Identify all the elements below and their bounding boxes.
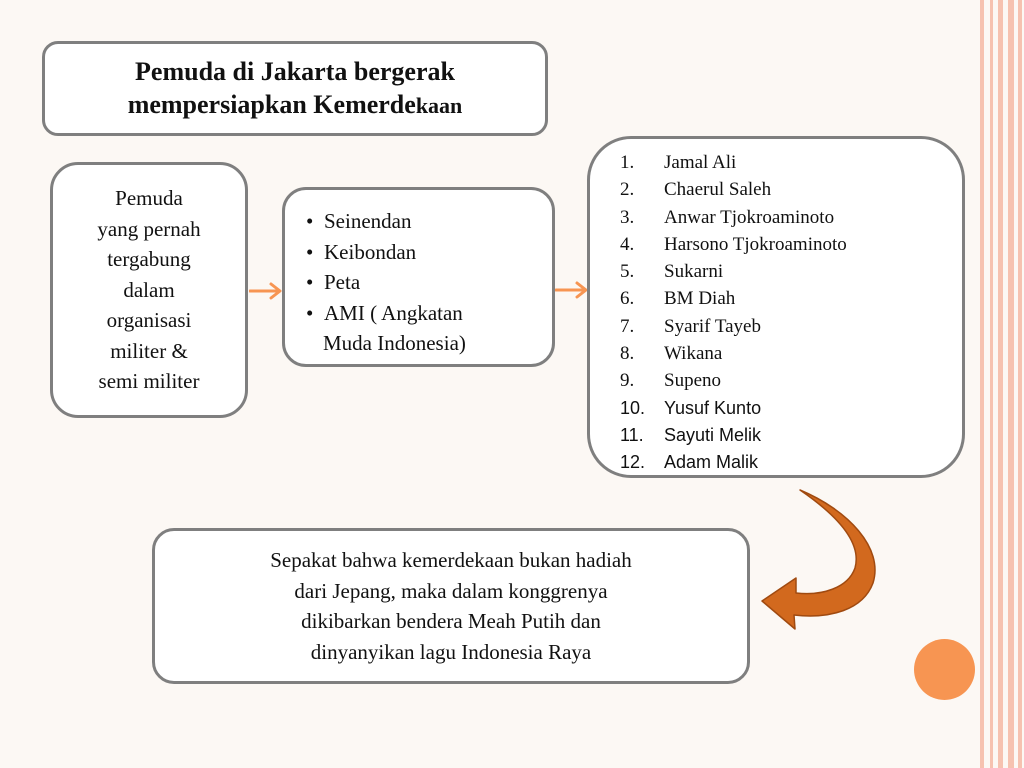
- figure-item: [590, 231, 962, 258]
- right-stripe-5: [1018, 0, 1022, 768]
- decorative-circle: [914, 639, 975, 700]
- title-line-2b: kaan: [415, 93, 463, 118]
- figure-item: [590, 176, 962, 203]
- figure-item: [590, 258, 962, 285]
- figure-number: 10.: [620, 397, 646, 418]
- figure-number: 3.: [620, 206, 635, 228]
- youth-figures-list: [590, 149, 962, 477]
- figure-number: 12.: [620, 452, 646, 473]
- organization-item: • Keibondan: [306, 237, 552, 268]
- left-box-line: organisasi: [106, 308, 192, 333]
- organization-item-continuation: Muda Indonesia): [323, 331, 466, 355]
- agreement-line: dari Jepang, maka dalam konggrenya: [294, 578, 608, 603]
- figure-number: 6.: [620, 288, 635, 310]
- arrow-right-1-icon: [249, 281, 283, 301]
- right-stripe-2: [990, 0, 993, 768]
- arrow-right-2-icon: [555, 280, 589, 300]
- figure-name: Supeno: [664, 370, 721, 392]
- figure-item: [590, 367, 962, 394]
- title-line-1: Pemuda di Jakarta bergerak: [135, 57, 455, 86]
- figure-name: Sayuti Melik: [664, 424, 762, 445]
- organizations-list: [306, 206, 552, 328]
- title-line-2a: mempersiapkan Kemerde: [127, 90, 416, 119]
- figure-item: [590, 340, 962, 367]
- figure-item: [590, 285, 962, 312]
- agreement-line: dinyanyikan lagu Indonesia Raya: [310, 639, 592, 664]
- figure-number: 1.: [620, 152, 635, 173]
- title-box: [42, 41, 548, 136]
- ex-military-youth-box: [50, 162, 248, 418]
- organization-item: • Peta: [306, 267, 552, 298]
- figure-number: 2.: [620, 179, 635, 201]
- figure-name: Syarif Tayeb: [664, 315, 761, 337]
- figure-item: [590, 204, 962, 231]
- figure-number: 5.: [620, 261, 635, 283]
- organization-item: • AMI ( Angkatan: [306, 298, 552, 329]
- figure-number: 9.: [620, 370, 635, 392]
- left-box-line: yang pernah: [97, 216, 201, 241]
- agreement-box: [152, 528, 750, 684]
- figure-name: Yusuf Kunto: [664, 397, 762, 418]
- figure-name: Adam Malik: [664, 452, 759, 473]
- figure-name: Harsono Tjokroaminoto: [664, 233, 847, 255]
- left-box-line: Pemuda: [115, 186, 183, 211]
- youth-figures-box: [587, 136, 965, 478]
- organization-item: • Seinendan: [306, 206, 552, 237]
- left-box-line: dalam: [123, 277, 175, 302]
- figure-item: [590, 395, 962, 422]
- figure-number: 8.: [620, 343, 635, 365]
- figure-number: 4.: [620, 233, 635, 255]
- right-stripe-3: [998, 0, 1003, 768]
- right-stripe-1: [980, 0, 984, 768]
- agreement-line: Sepakat bahwa kemerdekaan bukan hadiah: [270, 548, 632, 572]
- left-box-line: semi militer: [98, 369, 200, 394]
- curved-arrow-icon: [760, 488, 885, 630]
- figure-name: Anwar Tjokroaminoto: [664, 206, 835, 228]
- figure-number: 11.: [620, 424, 644, 445]
- agreement-line: dikibarkan bendera Meah Putih dan: [301, 609, 601, 633]
- figure-name: Jamal Ali: [664, 152, 737, 173]
- figure-item: [590, 149, 962, 176]
- figure-name: Chaerul Saleh: [664, 179, 772, 201]
- figure-item: [590, 449, 962, 476]
- figure-number: 7.: [620, 315, 635, 337]
- right-stripe-4: [1008, 0, 1014, 768]
- title-line-2: [128, 88, 463, 122]
- figure-name: Sukarni: [664, 261, 724, 283]
- figure-item: [590, 313, 962, 340]
- left-box-line: tergabung: [107, 247, 191, 272]
- figure-name: Wikana: [664, 343, 723, 365]
- figure-name: BM Diah: [664, 288, 736, 310]
- figure-item: [590, 422, 962, 449]
- organizations-box: [282, 187, 555, 367]
- left-box-line: militer &: [110, 338, 188, 363]
